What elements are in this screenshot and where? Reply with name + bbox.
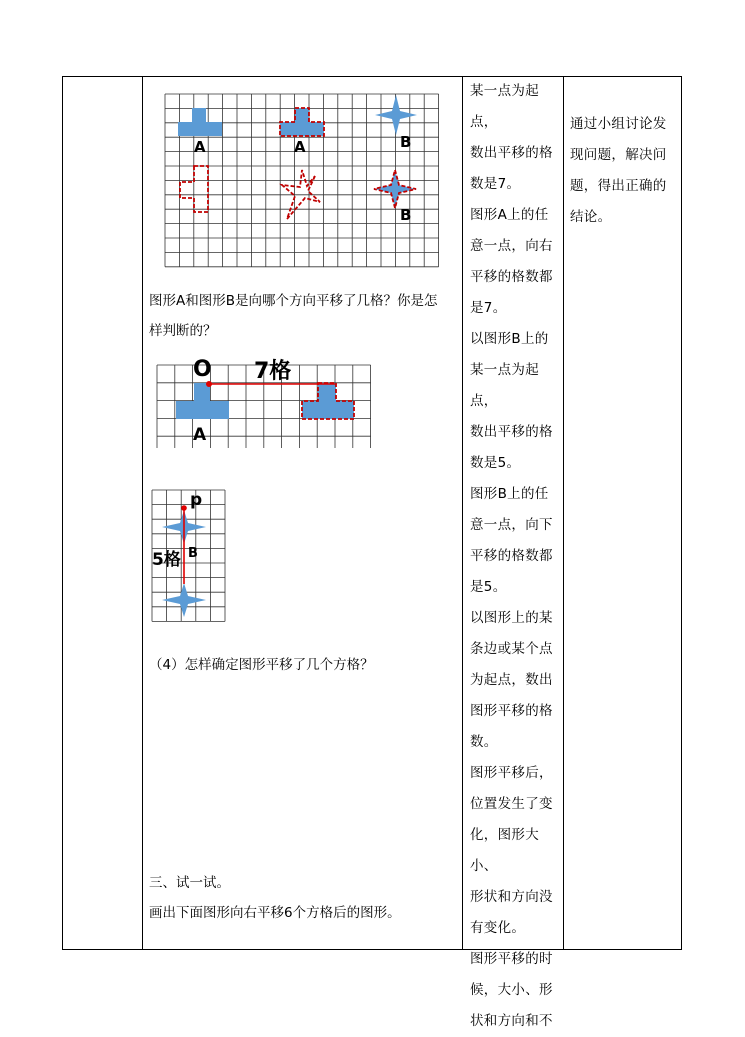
label-a-top: A — [194, 138, 206, 156]
observation-line: 形状和方向没 — [470, 889, 553, 905]
origin-label: O — [193, 357, 212, 382]
question-1-line-2: 样判断的？ — [149, 323, 217, 339]
seven-square-translation-figure — [155, 352, 377, 448]
label-b-right: B — [400, 133, 412, 151]
point-label: p — [190, 490, 203, 510]
observation-line: 数。 — [470, 734, 498, 750]
observation-line: 化，图形大小、 — [470, 827, 539, 874]
observation-line: 平移的格数都 — [470, 548, 553, 564]
observation-line: 图形B上的任 — [470, 486, 549, 502]
observation-line: 候，大小、形 — [470, 982, 553, 998]
observation-line: 状和方向和不 — [470, 1013, 553, 1029]
distance-label: 5格 — [152, 550, 181, 570]
observation-line: 位置发生了变 — [470, 796, 553, 812]
observation-line: 是7。 — [470, 300, 507, 316]
label-a-mid: A — [294, 138, 306, 156]
column-divider-1 — [142, 76, 143, 950]
observation-line: 某一点为起点， — [470, 362, 539, 409]
shape-a-original — [178, 108, 222, 136]
observation-line: 意一点，向下 — [470, 517, 553, 533]
shape-a-original — [176, 383, 229, 419]
design-intent-line: 题，得出正确的 — [570, 178, 667, 194]
observation-line: 图形平移的时 — [470, 951, 553, 967]
translation-grid-figure — [164, 90, 440, 272]
star-b-translated — [162, 583, 206, 617]
distance-label: 7格 — [254, 359, 292, 384]
shape-a-translated — [302, 383, 354, 419]
design-intent-line: 结论。 — [570, 209, 612, 225]
question-4: （4）怎样确定图形平移了几个方格？ — [149, 657, 374, 673]
observation-line: 数出平移的格 — [470, 145, 553, 161]
five-square-translation-figure — [150, 488, 230, 636]
observation-column — [470, 76, 562, 1037]
shape-label: A — [193, 425, 207, 445]
observation-line: 意一点，向右 — [470, 238, 553, 254]
origin-point — [181, 505, 187, 511]
question-1 — [149, 286, 459, 346]
observation-line: 数是5。 — [470, 455, 521, 471]
observation-line: 条边或某个点 — [470, 641, 553, 657]
observation-line: 以图形上的某 — [470, 610, 553, 626]
column-divider-3 — [563, 76, 564, 950]
question-1-line-1: 图形A和图形B是向哪个方向平移了几格？你是怎 — [149, 293, 438, 309]
design-intent-column — [570, 109, 680, 233]
column-divider-2 — [462, 76, 463, 950]
shape-label: B — [188, 546, 198, 561]
observation-line: 为起点，数出 — [470, 672, 553, 688]
design-intent-line: 通过小组讨论发 — [570, 116, 667, 132]
observation-line: 图形平移的格 — [470, 703, 553, 719]
observation-line: 有变化。 — [470, 920, 526, 936]
shape-a-translated — [280, 108, 324, 136]
observation-line: 图形平移后， — [470, 765, 553, 781]
section-3-task: 画出下面图形向右平移6个方格后的图形。 — [149, 905, 401, 921]
design-intent-line: 现问题，解决问 — [570, 147, 667, 163]
observation-line: 是5。 — [470, 579, 507, 595]
section-3-title: 三、试一试。 — [149, 875, 230, 891]
label-b-lower: B — [400, 206, 412, 224]
observation-line: 某一点为起点， — [470, 83, 539, 130]
observation-line: 平移的格数都 — [470, 269, 553, 285]
observation-line: 数是7。 — [470, 176, 521, 192]
observation-line: 图形A上的任 — [470, 207, 549, 223]
observation-line: 数出平移的格 — [470, 424, 553, 440]
observation-line: 以图形B上的 — [470, 331, 549, 347]
